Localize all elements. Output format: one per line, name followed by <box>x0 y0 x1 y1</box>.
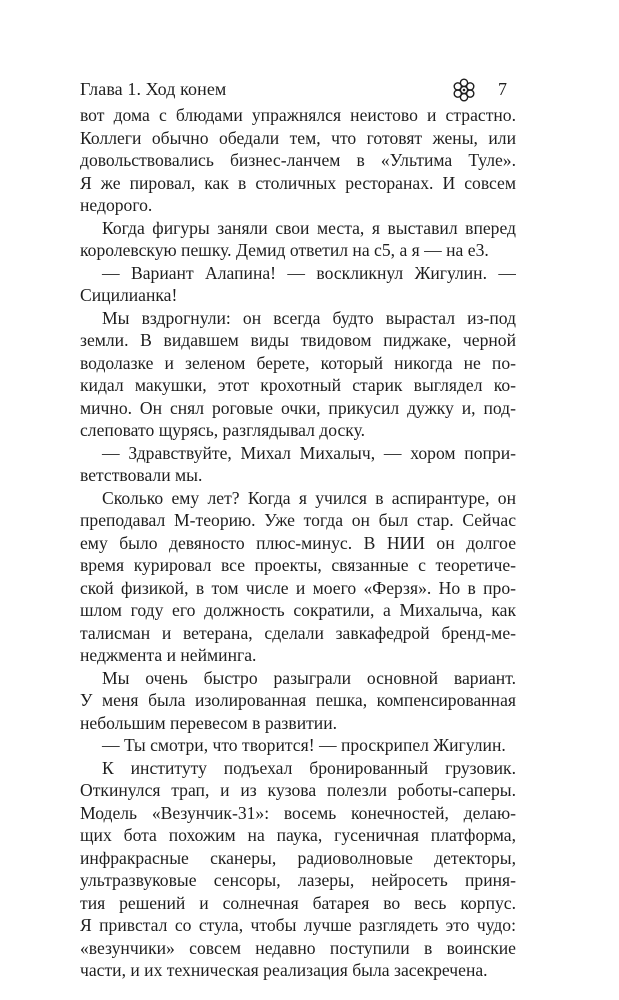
text-line: — Здравствуйте, Михал Михалыч, — хором попри- <box>102 442 516 463</box>
text-line: слеповато щурясь, разглядывал доску. <box>80 420 366 440</box>
flower-ornament-icon <box>450 76 478 104</box>
text-line: вот дома с блюдами упражнялся неистово и страстно. <box>80 105 516 125</box>
text-line: Коллеги обычно обедали тем, что готовят жены, или <box>80 127 516 148</box>
text-line: К институту подъехал бронированный грузовик. <box>102 757 516 778</box>
text-line: — Вариант Алапина! — воскликнул Жигулин. — <box>102 262 516 283</box>
body-text <box>80 104 516 982</box>
text-line: Откинулся трап, и из кузова полезли роботы-саперы. <box>80 780 516 800</box>
text-line: Когда фигуры заняли свои места, я выставил вперед <box>102 217 516 238</box>
paragraph <box>80 104 516 217</box>
text-line: — Ты смотри, что творится! — проскрипел Жигулин. <box>102 735 506 755</box>
text-line: У меня была изолированная пешка, компенсированная <box>80 690 516 710</box>
paragraph <box>80 307 516 442</box>
paragraph <box>80 757 516 982</box>
text-line: «везунчики» совсем недавно поступили в воинские <box>80 937 516 958</box>
text-line: мично. Он снял роговые очки, прикусил дужку и, под- <box>80 397 516 418</box>
text-line: неджмента и нейминга. <box>80 645 257 665</box>
paragraph <box>80 487 516 667</box>
text-line: ультразвуковые сенсоры, лазеры, нейросеть приня- <box>80 870 516 890</box>
page-number: 7 <box>498 79 507 99</box>
text-line: Я же пировал, как в столичных ресторанах. И совсем <box>80 172 516 193</box>
text-line: Сицилианка! <box>80 285 178 305</box>
text-line: ему было девяносто плюс-минус. В НИИ он долгое <box>80 532 516 553</box>
text-line: ветствовали мы. <box>80 465 203 485</box>
running-head <box>80 76 516 102</box>
text-line: ской физикой, в том числе и моего «Ферзя». Но в про- <box>80 577 516 598</box>
text-line: шлом году его должность сократили, а Михалыча, как <box>80 600 516 620</box>
text-line: земли. В видавшем виды твидовом пиджаке, черной <box>80 330 516 350</box>
text-line: инфракрасные сканеры, радиоволновые детекторы, <box>80 847 516 868</box>
text-line: довольствовались бизнес-ланчем в «Ультима Туле». <box>80 150 516 170</box>
text-line: Сколько ему лет? Когда я учился в аспирантуре, он <box>102 487 516 508</box>
paragraph <box>80 734 516 757</box>
paragraph <box>80 217 516 262</box>
text-line: небольшим перевесом в развитии. <box>80 712 338 733</box>
paragraph <box>80 262 516 307</box>
text-line: недорого. <box>80 195 153 215</box>
text-line: Мы вздрогнули: он всегда будто вырастал из-под <box>102 307 516 328</box>
text-line: Модель «Везунчик-31»: восемь конечностей, делаю- <box>80 802 516 823</box>
text-line: части, и их техническая реализация была засекречена. <box>80 960 488 980</box>
text-line: Я привстал со стула, чтобы лучше разглядеть это чудо: <box>80 915 516 935</box>
text-line: кидал макушки, этот крохотный старик выглядел ко- <box>80 375 516 395</box>
paragraph <box>80 442 516 487</box>
paragraph <box>80 667 516 735</box>
text-line: королевскую пешку. Демид ответил на c5, а я — на e3. <box>80 240 489 260</box>
text-line: тия решений и солнечная батарея во весь корпус. <box>80 892 516 913</box>
text-line: водолазке и зеленом берете, который никогда не по- <box>80 352 516 373</box>
chapter-title: Глава 1. Ход конем <box>80 79 227 99</box>
text-line: преподавал М-теорию. Уже тогда он был стар. Сейчас <box>80 510 516 530</box>
text-line: Мы очень быстро разыграли основной вариант. <box>102 667 516 688</box>
text-line: время курировал все проекты, связанные с теоретиче- <box>80 555 516 575</box>
text-line: щих бота похожим на паука, гусеничная платформа, <box>80 825 516 845</box>
text-line: талисман и ветерана, сделали завкафедрой бренд-ме- <box>80 622 516 643</box>
